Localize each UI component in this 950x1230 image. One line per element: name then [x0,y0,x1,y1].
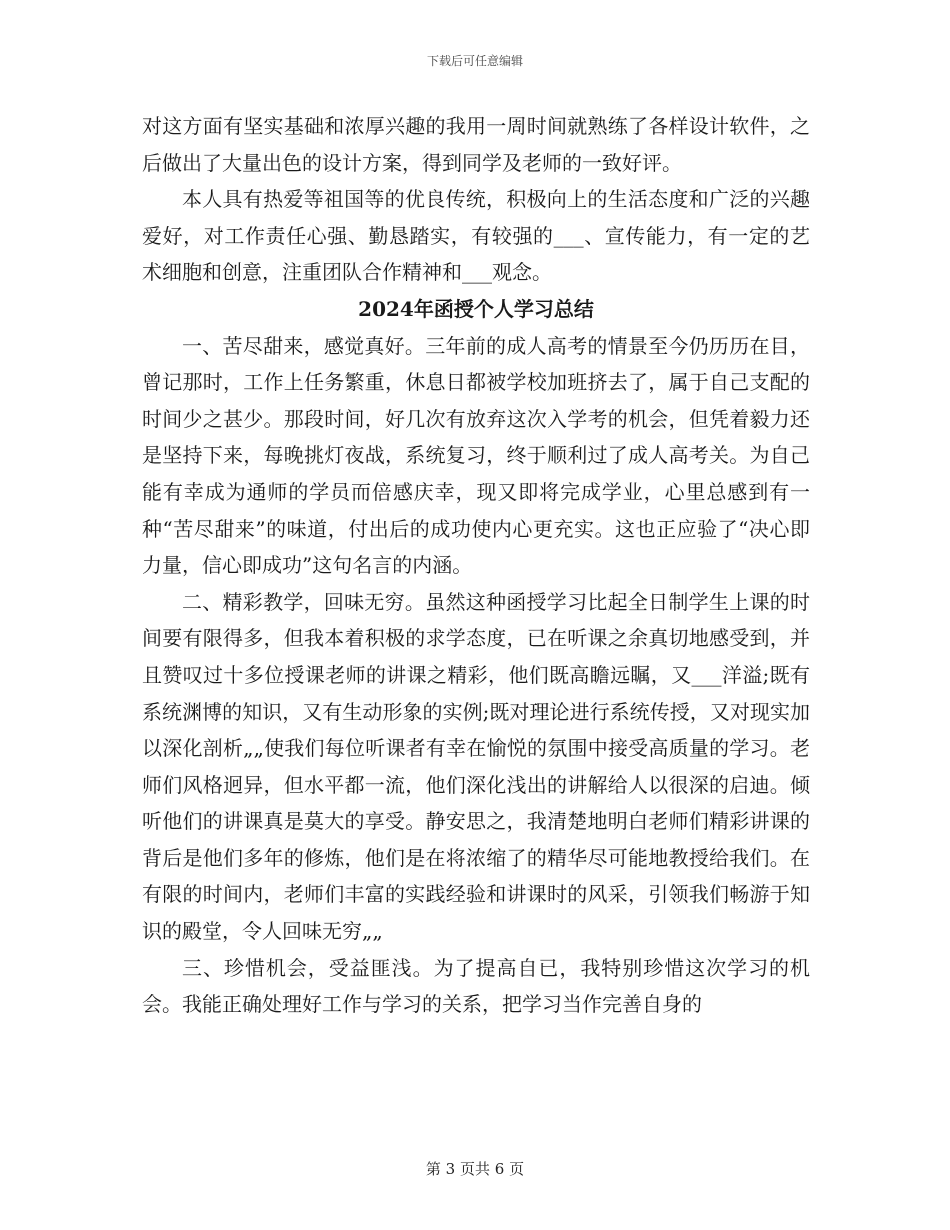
paragraph-self-evaluation: 本人具有热爱等祖国等的优良传统，积极向上的生活态度和广泛的兴趣爱好，对工作责任心强、勤恳踏实，有较强的___、宣传能力，有一定的艺术细胞和创意，注重团队合作精神和___观念。 [142,187,810,285]
paragraph-point-3: 三、珍惜机会，受益匪浅。为了提高自已，我特别珍惜这次学习的机会。我能正确处理好工作与学习的关系，把学习当作完善自身的 [142,955,810,1017]
paragraph-continued: 对这方面有坚实基础和浓厚兴趣的我用一周时间就熟练了各样设计软件，之后做出了大量出色的设计方案，得到同学及老师的一致好评。 [142,114,810,175]
section-title: 2024年函授个人学习总结 [358,296,594,321]
page-header-note: 下载后可任意编辑 [426,54,523,68]
paragraph-point-1: 一、苦尽甜来，感觉真好。三年前的成人高考的情景至今仍历历在目，曾记那时，工作上任务繁重，休息日都被学校加班挤去了，属于自己支配的时间少之甚少。那段时间，好几次有放弃这次入学考的机会，但凭着毅力还是坚持下来，每晚挑灯夜战，系统复习，终于顺利过了成人高考关。为自己能有幸成为通师的学员而倍感庆幸，现又即将完成学业，心里总感到有一种“苦尽甜来”的味道，付出后的成功使内心更充实。这也正应验了“决心即力量，信心即成功”这句名言的内涵。 [142,333,810,578]
document-body [142,108,810,1023]
paragraph-point-2: 二、精彩教学，回味无穷。虽然这种函授学习比起全日制学生上课的时间要有限得多，但我本着积极的求学态度，已在听课之余真切地感受到，并且赞叹过十多位授课老师的讲课之精彩，他们既高瞻远瞩，又___洋溢;既有系统渊博的知识，又有生动形象的实例;既对理论进行系统传授，又对现实加以深化剖析„„使我们每位听课者有幸在愉悦的氛围中接受高质量的学习。老师们风格迥异，但水平都一流，他们深化浅出的讲解给人以很深的启迪。倾听他们的讲课真是莫大的享受。静安思之，我清楚地明白老师们精彩讲课的背后是他们多年的修炼，他们是在将浓缩了的精华尽可能地教授给我们。在有限的时间内，老师们丰富的实践经验和讲课时的风采，引领我们畅游于知识的殿堂，令人回味无穷„„ [142,589,810,944]
page-number: 第 3 页共 6 页 [425,1160,525,1178]
